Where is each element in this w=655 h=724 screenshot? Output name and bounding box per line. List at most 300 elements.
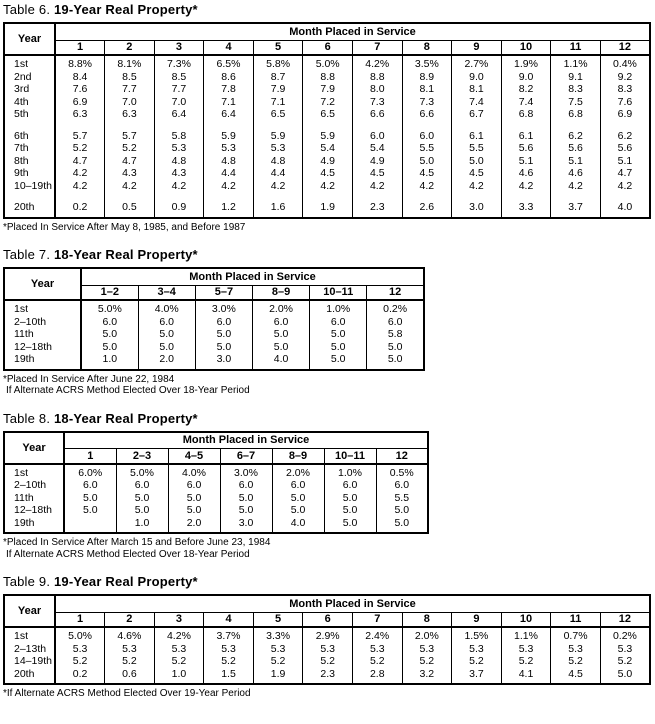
rate-cell: 6.5	[253, 108, 303, 121]
spacer-cell	[55, 214, 105, 218]
month-col-header: 9	[452, 612, 502, 627]
month-col-header: 6–7	[220, 449, 272, 464]
rate-cell: 8.7	[253, 71, 303, 84]
month-placed-in-service-header: Month Placed in Service	[55, 595, 650, 612]
rate-cell: 5.3	[402, 643, 452, 656]
year-row-label: 1st	[4, 58, 55, 71]
spacer-cell	[352, 121, 402, 130]
spacer-cell	[253, 192, 303, 201]
year-row-label: 14–19th	[4, 655, 55, 668]
rate-cell: 4.3	[105, 167, 155, 180]
month-col-header: 10–11	[310, 285, 367, 300]
table6-footnotes	[3, 222, 655, 234]
spacer-cell	[600, 214, 650, 218]
month-col-header: 8	[402, 612, 452, 627]
table9-title	[3, 574, 655, 589]
rate-cell: 7.3	[402, 96, 452, 109]
rate-cell: 4.2	[303, 180, 353, 193]
table-row	[4, 142, 650, 155]
rate-cell: 7.9	[253, 83, 303, 96]
rate-cell: 5.0	[367, 341, 424, 354]
table-row	[4, 303, 424, 316]
spacer-cell	[253, 214, 303, 218]
table8-title-main: 18-Year Real Property*	[53, 410, 198, 426]
rate-cell: 4.1	[501, 668, 551, 681]
year-row-label: 2–10th	[4, 479, 64, 492]
rate-cell: 4.3	[154, 167, 204, 180]
rate-cell: 5.5	[402, 142, 452, 155]
month-col-header: 11	[551, 40, 601, 55]
rate-cell: 8.0	[352, 83, 402, 96]
rate-cell: 4.2	[551, 180, 601, 193]
rate-cell: 5.3	[600, 643, 650, 656]
footnote-line: *Placed In Service After March 15 and Before June 23, 1984	[3, 537, 271, 548]
month-col-header: 3	[154, 612, 204, 627]
month-col-header: 6	[303, 40, 353, 55]
spacer-cell	[501, 214, 551, 218]
rate-cell: 5.0	[376, 517, 428, 530]
table7-title	[3, 247, 655, 262]
table9-grid	[3, 594, 655, 685]
table9-footnotes	[3, 688, 655, 700]
rate-cell: 1.6	[253, 201, 303, 214]
spacer-row	[4, 366, 424, 370]
rate-cell: 4.2%	[352, 58, 402, 71]
table-row	[4, 341, 424, 354]
month-col-header: 7	[352, 40, 402, 55]
rate-cell: 6.0	[376, 479, 428, 492]
rate-cell: 5.0	[252, 328, 309, 341]
rate-cell: 6.0	[168, 479, 220, 492]
table-row	[4, 167, 650, 180]
month-col-header: 5	[253, 612, 303, 627]
month-col-header: 1	[55, 612, 105, 627]
rate-cell: 5.4	[303, 142, 353, 155]
rate-cell: 1.2	[204, 201, 254, 214]
rate-cell: 3.2	[402, 668, 452, 681]
spacer-cell	[252, 366, 309, 370]
rate-cell: 5.0%	[55, 630, 105, 643]
rate-cell: 7.4	[501, 96, 551, 109]
table-row	[4, 479, 428, 492]
table-row	[4, 517, 428, 530]
table-row	[4, 130, 650, 143]
spacer-cell	[551, 121, 601, 130]
rate-cell: 1.0	[116, 517, 168, 530]
month-col-header: 12	[600, 40, 650, 55]
rate-cell: 4.2	[452, 180, 502, 193]
rate-cell: 1.0	[154, 668, 204, 681]
rate-cell: 5.1	[551, 155, 601, 168]
rate-cell: 4.0%	[138, 303, 195, 316]
spacer-cell	[4, 680, 55, 684]
table-row	[4, 504, 428, 517]
rate-cell: 2.6	[402, 201, 452, 214]
rate-cell: 5.2	[501, 655, 551, 668]
rate-cell: 5.8%	[253, 58, 303, 71]
rate-cell: 5.4	[352, 142, 402, 155]
spacer-row	[4, 680, 650, 684]
rate-cell: 3.0	[195, 353, 252, 366]
rate-cell: 5.3	[352, 643, 402, 656]
rate-cell: 4.5	[352, 167, 402, 180]
rate-cell: 6.0	[116, 479, 168, 492]
rate-cell: 5.0	[138, 341, 195, 354]
rate-cell: 6.1	[452, 130, 502, 143]
spacer-cell	[105, 192, 155, 201]
rate-cell: 1.0%	[324, 467, 376, 480]
rate-cell: 2.0%	[252, 303, 309, 316]
rate-cell: 5.3	[303, 643, 353, 656]
month-col-header: 10	[501, 40, 551, 55]
table-row	[4, 316, 424, 329]
rate-cell: 8.3	[551, 83, 601, 96]
rate-cell: 2.8	[352, 668, 402, 681]
table7-title-prefix: Table 7.	[3, 247, 51, 262]
rate-cell: 6.0	[252, 316, 309, 329]
rate-cell: 2.0	[168, 517, 220, 530]
spacer-row	[4, 121, 650, 130]
year-row-label: 2nd	[4, 71, 55, 84]
rate-cell: 6.7	[452, 108, 502, 121]
month-placed-in-service-header: Month Placed in Service	[55, 23, 650, 40]
rate-cell: 3.7%	[204, 630, 254, 643]
rate-cell: 5.0	[324, 517, 376, 530]
rate-cell: 2.0%	[402, 630, 452, 643]
rate-cell: 5.0	[252, 341, 309, 354]
rate-table	[3, 594, 651, 685]
rate-cell: 5.0	[168, 504, 220, 517]
rate-cell: 6.2	[600, 130, 650, 143]
year-row-label: 10–19th	[4, 180, 55, 193]
rate-cell: 6.8	[551, 108, 601, 121]
rate-cell: 5.3	[253, 643, 303, 656]
rate-cell: 4.2%	[154, 630, 204, 643]
month-col-header: 1	[55, 40, 105, 55]
rate-cell: 7.0	[154, 96, 204, 109]
rate-cell: 5.3	[105, 643, 155, 656]
table8-section	[3, 411, 655, 561]
rate-cell: 7.1	[253, 96, 303, 109]
rate-cell: 5.2	[154, 655, 204, 668]
rate-cell: 6.0	[64, 479, 116, 492]
rate-cell: 5.8	[367, 328, 424, 341]
spacer-cell	[402, 214, 452, 218]
rate-cell: 6.9	[600, 108, 650, 121]
rate-table	[3, 431, 429, 535]
rate-cell: 4.7	[600, 167, 650, 180]
rate-cell: 4.2	[154, 180, 204, 193]
rate-cell: 8.6	[204, 71, 254, 84]
rate-cell: 0.2	[55, 201, 105, 214]
month-col-header: 1	[64, 449, 116, 464]
spacer-cell	[4, 366, 81, 370]
month-col-header: 5–7	[195, 285, 252, 300]
rate-cell: 9.0	[501, 71, 551, 84]
rate-cell: 8.2	[501, 83, 551, 96]
rate-cell: 0.6	[105, 668, 155, 681]
rate-cell: 3.7	[452, 668, 502, 681]
rate-cell: 1.9%	[501, 58, 551, 71]
month-col-header: 12	[367, 285, 424, 300]
spacer-cell	[324, 529, 376, 533]
rate-cell: 4.6	[551, 167, 601, 180]
table6-section	[3, 2, 655, 233]
rate-cell: 5.8	[154, 130, 204, 143]
spacer-cell	[81, 366, 138, 370]
spacer-cell	[352, 680, 402, 684]
rate-cell: 1.9	[253, 668, 303, 681]
rate-cell: 5.0	[81, 328, 138, 341]
spacer-cell	[600, 121, 650, 130]
rate-cell: 5.3	[501, 643, 551, 656]
month-col-header: 10	[501, 612, 551, 627]
month-col-header: 12	[376, 449, 428, 464]
spacer-cell	[4, 214, 55, 218]
rate-cell: 6.6	[352, 108, 402, 121]
table6-grid	[3, 22, 655, 219]
rate-cell: 2.7%	[452, 58, 502, 71]
table-row	[4, 96, 650, 109]
rate-cell: 4.0	[600, 201, 650, 214]
rate-cell: 3.3%	[253, 630, 303, 643]
rate-cell: 5.0	[138, 328, 195, 341]
rate-cell: 9.1	[551, 71, 601, 84]
rate-cell: 5.1	[501, 155, 551, 168]
rate-cell: 4.8	[154, 155, 204, 168]
month-col-header: 2–3	[116, 449, 168, 464]
spacer-cell	[204, 214, 254, 218]
rate-cell: 4.5	[452, 167, 502, 180]
rate-cell: 2.0	[138, 353, 195, 366]
table-row	[4, 655, 650, 668]
spacer-cell	[352, 214, 402, 218]
rate-cell: 8.8	[352, 71, 402, 84]
rate-cell: 4.5	[303, 167, 353, 180]
spacer-cell	[600, 192, 650, 201]
year-column-header: Year	[4, 595, 55, 627]
rate-cell: 4.2	[55, 180, 105, 193]
rate-cell: 5.3	[551, 643, 601, 656]
rate-cell: 6.0%	[64, 467, 116, 480]
rate-cell: 4.0	[272, 517, 324, 530]
rate-cell: 0.9	[154, 201, 204, 214]
rate-cell: 5.3	[55, 643, 105, 656]
rate-cell: 8.1	[402, 83, 452, 96]
rate-cell: 1.5	[204, 668, 254, 681]
table8-footnotes	[3, 537, 655, 560]
rate-cell: 5.0%	[303, 58, 353, 71]
spacer-cell	[154, 680, 204, 684]
month-col-header: 2	[105, 612, 155, 627]
rate-cell: 5.0	[81, 341, 138, 354]
month-col-header: 6	[303, 612, 353, 627]
spacer-cell	[253, 680, 303, 684]
table8-title-prefix: Table 8.	[3, 410, 51, 426]
spacer-cell	[204, 121, 254, 130]
table-row	[4, 467, 428, 480]
spacer-cell	[551, 192, 601, 201]
rate-cell: 5.0%	[116, 467, 168, 480]
rate-cell: 3.7	[551, 201, 601, 214]
rate-cell: 7.0	[105, 96, 155, 109]
rate-cell: 5.2	[55, 142, 105, 155]
rate-cell: 7.7	[105, 83, 155, 96]
table-row	[4, 58, 650, 71]
rate-cell: 4.2	[105, 180, 155, 193]
rate-cell: 5.0	[367, 353, 424, 366]
rate-cell: 6.5	[303, 108, 353, 121]
spacer-cell	[168, 529, 220, 533]
rate-cell: 9.0	[452, 71, 502, 84]
rate-cell: 5.9	[303, 130, 353, 143]
spacer-cell	[352, 192, 402, 201]
month-placed-in-service-header: Month Placed in Service	[64, 432, 428, 449]
rate-cell: 4.6%	[105, 630, 155, 643]
table-row	[4, 83, 650, 96]
rate-cell: 5.5	[452, 142, 502, 155]
table-row	[4, 108, 650, 121]
rate-cell: 4.4	[204, 167, 254, 180]
rate-cell: 4.0	[252, 353, 309, 366]
rate-cell: 7.5	[551, 96, 601, 109]
table-row	[4, 71, 650, 84]
rate-table	[3, 267, 425, 371]
rate-cell: 5.2	[204, 655, 254, 668]
rate-cell: 6.0	[272, 479, 324, 492]
table7-title-main: 18-Year Real Property*	[53, 247, 198, 262]
rate-cell: 6.9	[55, 96, 105, 109]
rate-cell: 5.0	[64, 492, 116, 505]
spacer-cell	[55, 121, 105, 130]
rate-cell: 4.7	[55, 155, 105, 168]
spacer-cell	[154, 214, 204, 218]
rate-cell: 5.0	[376, 504, 428, 517]
spacer-cell	[105, 121, 155, 130]
rate-cell: 4.8	[253, 155, 303, 168]
table8-grid	[3, 431, 655, 535]
rate-cell: 4.2	[204, 180, 254, 193]
rate-cell: 5.3	[154, 142, 204, 155]
rate-cell: 6.3	[55, 108, 105, 121]
spacer-cell	[303, 192, 353, 201]
rate-cell: 2.4%	[352, 630, 402, 643]
rate-cell: 1.0	[81, 353, 138, 366]
rate-cell: 5.2	[352, 655, 402, 668]
rate-cell: 4.2	[253, 180, 303, 193]
rate-cell: 5.0	[310, 328, 367, 341]
rate-cell: 4.2	[402, 180, 452, 193]
rate-cell: 5.2	[105, 655, 155, 668]
rate-cell: 5.0%	[81, 303, 138, 316]
spacer-cell	[600, 680, 650, 684]
table-row	[4, 492, 428, 505]
rate-cell: 5.6	[551, 142, 601, 155]
table7-grid	[3, 267, 655, 371]
spacer-cell	[204, 680, 254, 684]
rate-cell: 7.8	[204, 83, 254, 96]
footnote-line: *Placed In Service After May 8, 1985, and Before 1987	[3, 221, 246, 233]
spacer-cell	[4, 529, 64, 533]
year-row-label: 1st	[4, 467, 64, 480]
table-row	[4, 353, 424, 366]
spacer-cell	[501, 680, 551, 684]
year-column-header: Year	[4, 432, 64, 464]
rate-cell: 0.7%	[551, 630, 601, 643]
month-col-header: 8–9	[252, 285, 309, 300]
rate-cell: 8.5	[154, 71, 204, 84]
rate-cell: 0.5	[105, 201, 155, 214]
table9-section	[3, 574, 655, 700]
rate-cell: 5.5	[376, 492, 428, 505]
table6-title	[3, 2, 655, 17]
rate-cell: 5.7	[105, 130, 155, 143]
rate-cell: 3.0	[220, 517, 272, 530]
spacer-cell	[55, 680, 105, 684]
rate-cell: 7.6	[55, 83, 105, 96]
month-col-header: 12	[600, 612, 650, 627]
footnote-line: *If Alternate ACRS Method Elected Over 19-Year Period	[3, 688, 251, 699]
table7-section	[3, 247, 655, 397]
rate-cell: 9.2	[600, 71, 650, 84]
table9-title-prefix: Table 9.	[3, 574, 51, 589]
rate-cell: 5.3	[204, 142, 254, 155]
rate-cell: 3.0%	[195, 303, 252, 316]
rate-cell: 8.9	[402, 71, 452, 84]
year-row-label: 2–10th	[4, 316, 81, 329]
rate-cell: 6.0	[352, 130, 402, 143]
rate-cell: 5.0	[324, 492, 376, 505]
rate-cell: 6.0	[402, 130, 452, 143]
rate-cell: 5.6	[501, 142, 551, 155]
spacer-cell	[303, 680, 353, 684]
spacer-cell	[452, 214, 502, 218]
spacer-cell	[310, 366, 367, 370]
rate-cell: 5.9	[253, 130, 303, 143]
rate-cell: 7.2	[303, 96, 353, 109]
rate-cell: 5.2	[600, 655, 650, 668]
spacer-cell	[4, 121, 55, 130]
rate-cell	[64, 517, 116, 530]
rate-cell: 0.2%	[600, 630, 650, 643]
year-row-label: 9th	[4, 167, 55, 180]
spacer-cell	[64, 529, 116, 533]
rate-cell: 6.0	[220, 479, 272, 492]
rate-cell: 5.2	[253, 655, 303, 668]
year-row-label: 1st	[4, 630, 55, 643]
table6-title-main: 19-Year Real Property*	[53, 2, 198, 17]
spacer-cell	[4, 192, 55, 201]
rate-cell: 5.0	[272, 492, 324, 505]
rate-cell: 6.0	[138, 316, 195, 329]
rate-cell: 7.7	[154, 83, 204, 96]
table-row	[4, 630, 650, 643]
rate-cell: 6.2	[551, 130, 601, 143]
month-col-header: 3	[154, 40, 204, 55]
year-column-header: Year	[4, 268, 81, 300]
table-row	[4, 155, 650, 168]
spacer-cell	[501, 192, 551, 201]
spacer-row	[4, 214, 650, 218]
spacer-cell	[551, 214, 601, 218]
month-col-header: 4–5	[168, 449, 220, 464]
rate-cell: 5.0	[195, 341, 252, 354]
rate-cell: 1.0%	[310, 303, 367, 316]
rate-cell: 7.9	[303, 83, 353, 96]
table-row	[4, 180, 650, 193]
rate-cell: 5.3	[204, 643, 254, 656]
rate-cell: 5.3	[253, 142, 303, 155]
